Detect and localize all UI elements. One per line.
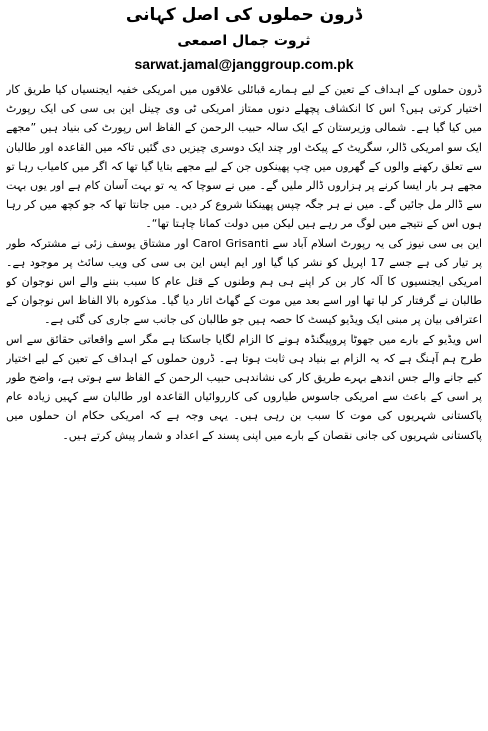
article-title: ڈرون حملوں کی اصل کہانی	[125, 5, 363, 25]
article-paragraph: ڈرون حملوں کے اہداف کے تعین کے لیے ہمارے قبائلی علاقوں میں امریکی خفیہ ایجنسیاں کیا طریق کار اختیار کرتی ہیں؟ اس کا انکشاف پچھلے دنوں ممتاز امریکی ٹی وی چینل این بی سی کی ایک رپورٹ میں کیا گیا ہے۔ شمالی وزیرستان کے ایک سالہ حبیب الرحمن کے الفاظ اس رپورٹ کی بنیاد ہیں ”مجھے ایک سو امریکی ڈالر، سگریٹ کے پیکٹ اور چند ایک دوسری چیزیں دی گئیں تاکہ میں القاعدہ اور طالبان سے تعلق رکھنے والوں کے گھروں میں چپ پھینکوں جن کے لیے مجھے بتایا گیا تھا کہ اگر میں کامیاب رہا تو مجھے ہر بار ایسا کرنے پر ہزاروں ڈالر ملیں گے۔ میں نے سوچا کہ یہ تو بہت آسان کام ہے اور یوں بہت سے ڈالر مل جائیں گے۔ میں نے ہر جگہ چپس پھینکنا شروع کر دیں۔ میں جانتا تھا کہ جو کچھ میں کر رہا ہوں اس کے نتیجے میں لوگ مر رہے ہیں لیکن میں دولت کمانا چاہتا تھا“۔	[6, 83, 482, 231]
article-paragraph: اس ویڈیو کے بارے میں جھوٹا پروپیگنڈہ ہونے کا الزام لگایا جاسکتا ہے مگر اسے واقعاتی حقائق سے اس طرح ہم آہنگ ہے کہ یہ الزام بے بنیاد ہی ثابت ہوتا ہے۔ ڈرون حملوں کے اہداف کے تعین کے لیے اختیار کیے جانے والے جس اندھے بہرے طریق کار کی نشاندہی حبیب الرحمن کے الفاظ سے ہوتی ہے، واضح طور پر اسی کے باعث سے امریکی جاسوس طیاروں کی کارروائیاں القاعدہ اور طالبان سے کہیں زیادہ عام پاکستانی شہریوں کی موت کا سبب بن رہی ہیں۔ یہی وجہ ہے کہ امریکی حکام ان حملوں میں پاکستانی شہریوں کی جانی نقصان کے بارے میں اپنی پسند کے اعداد و شمار پیش کرتے ہیں۔	[6, 332, 482, 442]
article-body	[6, 80, 482, 725]
article-paragraph: این بی سی نیوز کی یہ رپورٹ اسلام آباد سے Carol Grisanti اور مشتاق یوسف زئی نے مشترکہ طور پر تیار کی ہے جسے 17 اپریل کو نشر کیا گیا اور ایم ایس این بی سی کی ویب سائٹ پر موجود ہے۔ امریکی ایجنسیوں کا آلہ کار بن کر اپنے ہی ہم وطنوں کے قتل عام کا سبب بننے والے اس نوجوان کو طالبان نے گرفتار کر لیا تھا اور اسے بعد میں موت کے گھاٹ اتار دیا گیا۔ مذکورہ بالا الفاظ اس نوجوان کے اعترافی بیان پر مبنی ایک ویڈیو کیسٹ کا حصہ ہیں جو طالبان کی جانب سے جاری کی گئی ہے۔	[6, 236, 482, 327]
author-name: ثروت جمال اصمعی	[177, 33, 311, 49]
author-email: sarwat.jamal@janggroup.com.pk	[134, 56, 354, 72]
